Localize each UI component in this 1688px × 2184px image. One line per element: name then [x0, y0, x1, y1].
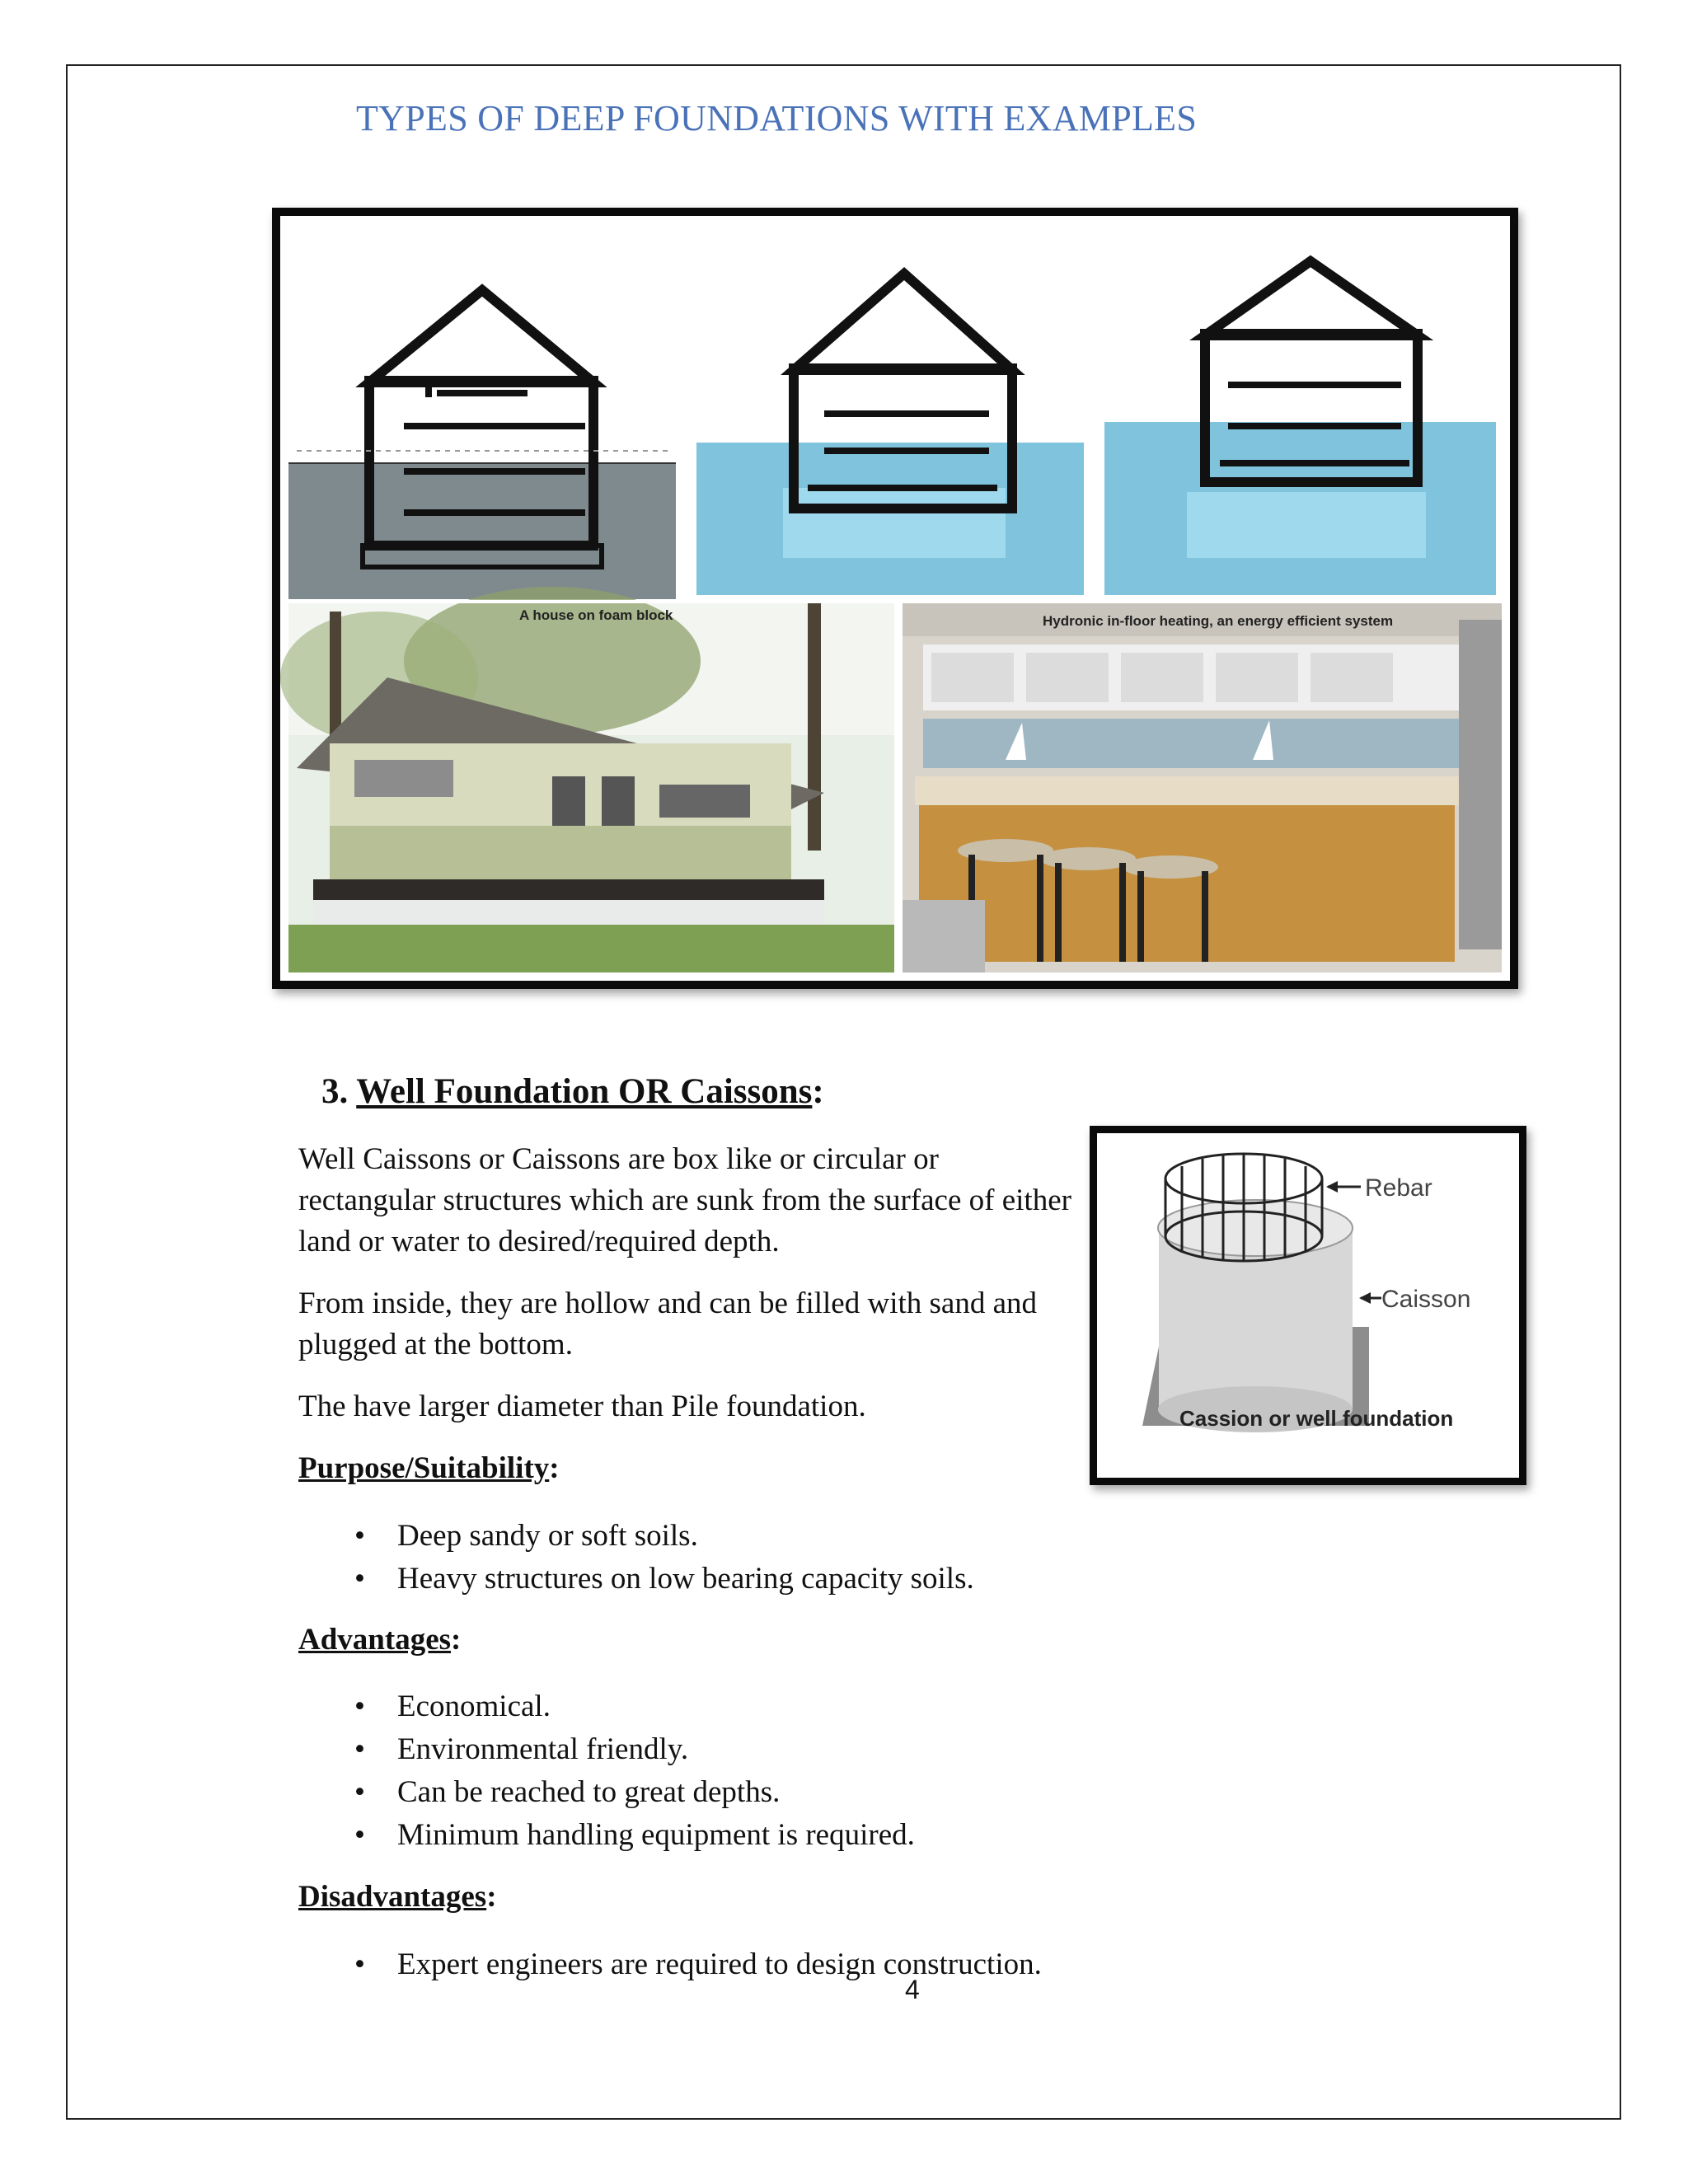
- paragraph-hollow: From inside, they are hollow and can be filled with sand and plugged at the bottom.: [298, 1286, 1038, 1361]
- caption-foam-block: A house on foam block: [519, 607, 673, 623]
- advantages-list: [298, 1685, 915, 1857]
- list-item: • Environmental friendly.: [354, 1732, 689, 1766]
- list-item: • Economical.: [354, 1690, 551, 1723]
- caisson-figure: [1090, 1126, 1526, 1485]
- list-item: • Expert engineers are required to design construction.: [354, 1947, 1042, 1981]
- disadvantages-list: [298, 1943, 1042, 1986]
- purpose-heading: Purpose/Suitability:: [298, 1451, 560, 1485]
- page-number: 4: [905, 1975, 920, 2004]
- house-on-foam-photo: [280, 587, 894, 972]
- paragraph-diameter: The have larger diameter than Pile foundation.: [298, 1390, 866, 1423]
- section-title-text: Well Foundation OR Caissons: [356, 1072, 813, 1111]
- caisson-illustration: [1097, 1133, 1519, 1478]
- list-item: • Can be reached to great depths.: [354, 1775, 781, 1809]
- hydronic-kitchen-photo: [903, 603, 1502, 972]
- caisson-caption: Cassion or well foundation: [1179, 1406, 1454, 1431]
- disadvantages-heading: Disadvantages:: [298, 1880, 497, 1914]
- page-header-title: TYPES OF DEEP FOUNDATIONS WITH EXAMPLES: [356, 98, 1198, 138]
- list-item: • Heavy structures on low bearing capacity soils.: [354, 1562, 974, 1596]
- section-heading: [321, 1071, 824, 1112]
- label-rebar: Rebar: [1365, 1174, 1432, 1202]
- paragraph-definition: Well Caissons or Caissons are box like or circular or rectangular structures which are sunk from the surface of either land or water to desired/required depth.: [298, 1142, 1071, 1258]
- section-number: 3.: [321, 1072, 349, 1111]
- deep-foundations-illustration: [280, 216, 1510, 981]
- list-item: • Minimum handling equipment is required.: [354, 1818, 915, 1852]
- label-caisson: Caisson: [1381, 1286, 1471, 1313]
- section-title-colon: :: [812, 1072, 824, 1111]
- deep-foundations-figure: [272, 208, 1518, 989]
- purpose-list: [298, 1515, 974, 1601]
- list-item: • Deep sandy or soft soils.: [354, 1519, 698, 1553]
- caption-hydronic: Hydronic in-floor heating, an energy efficient system: [1043, 613, 1394, 629]
- advantages-heading: Advantages:: [298, 1623, 462, 1657]
